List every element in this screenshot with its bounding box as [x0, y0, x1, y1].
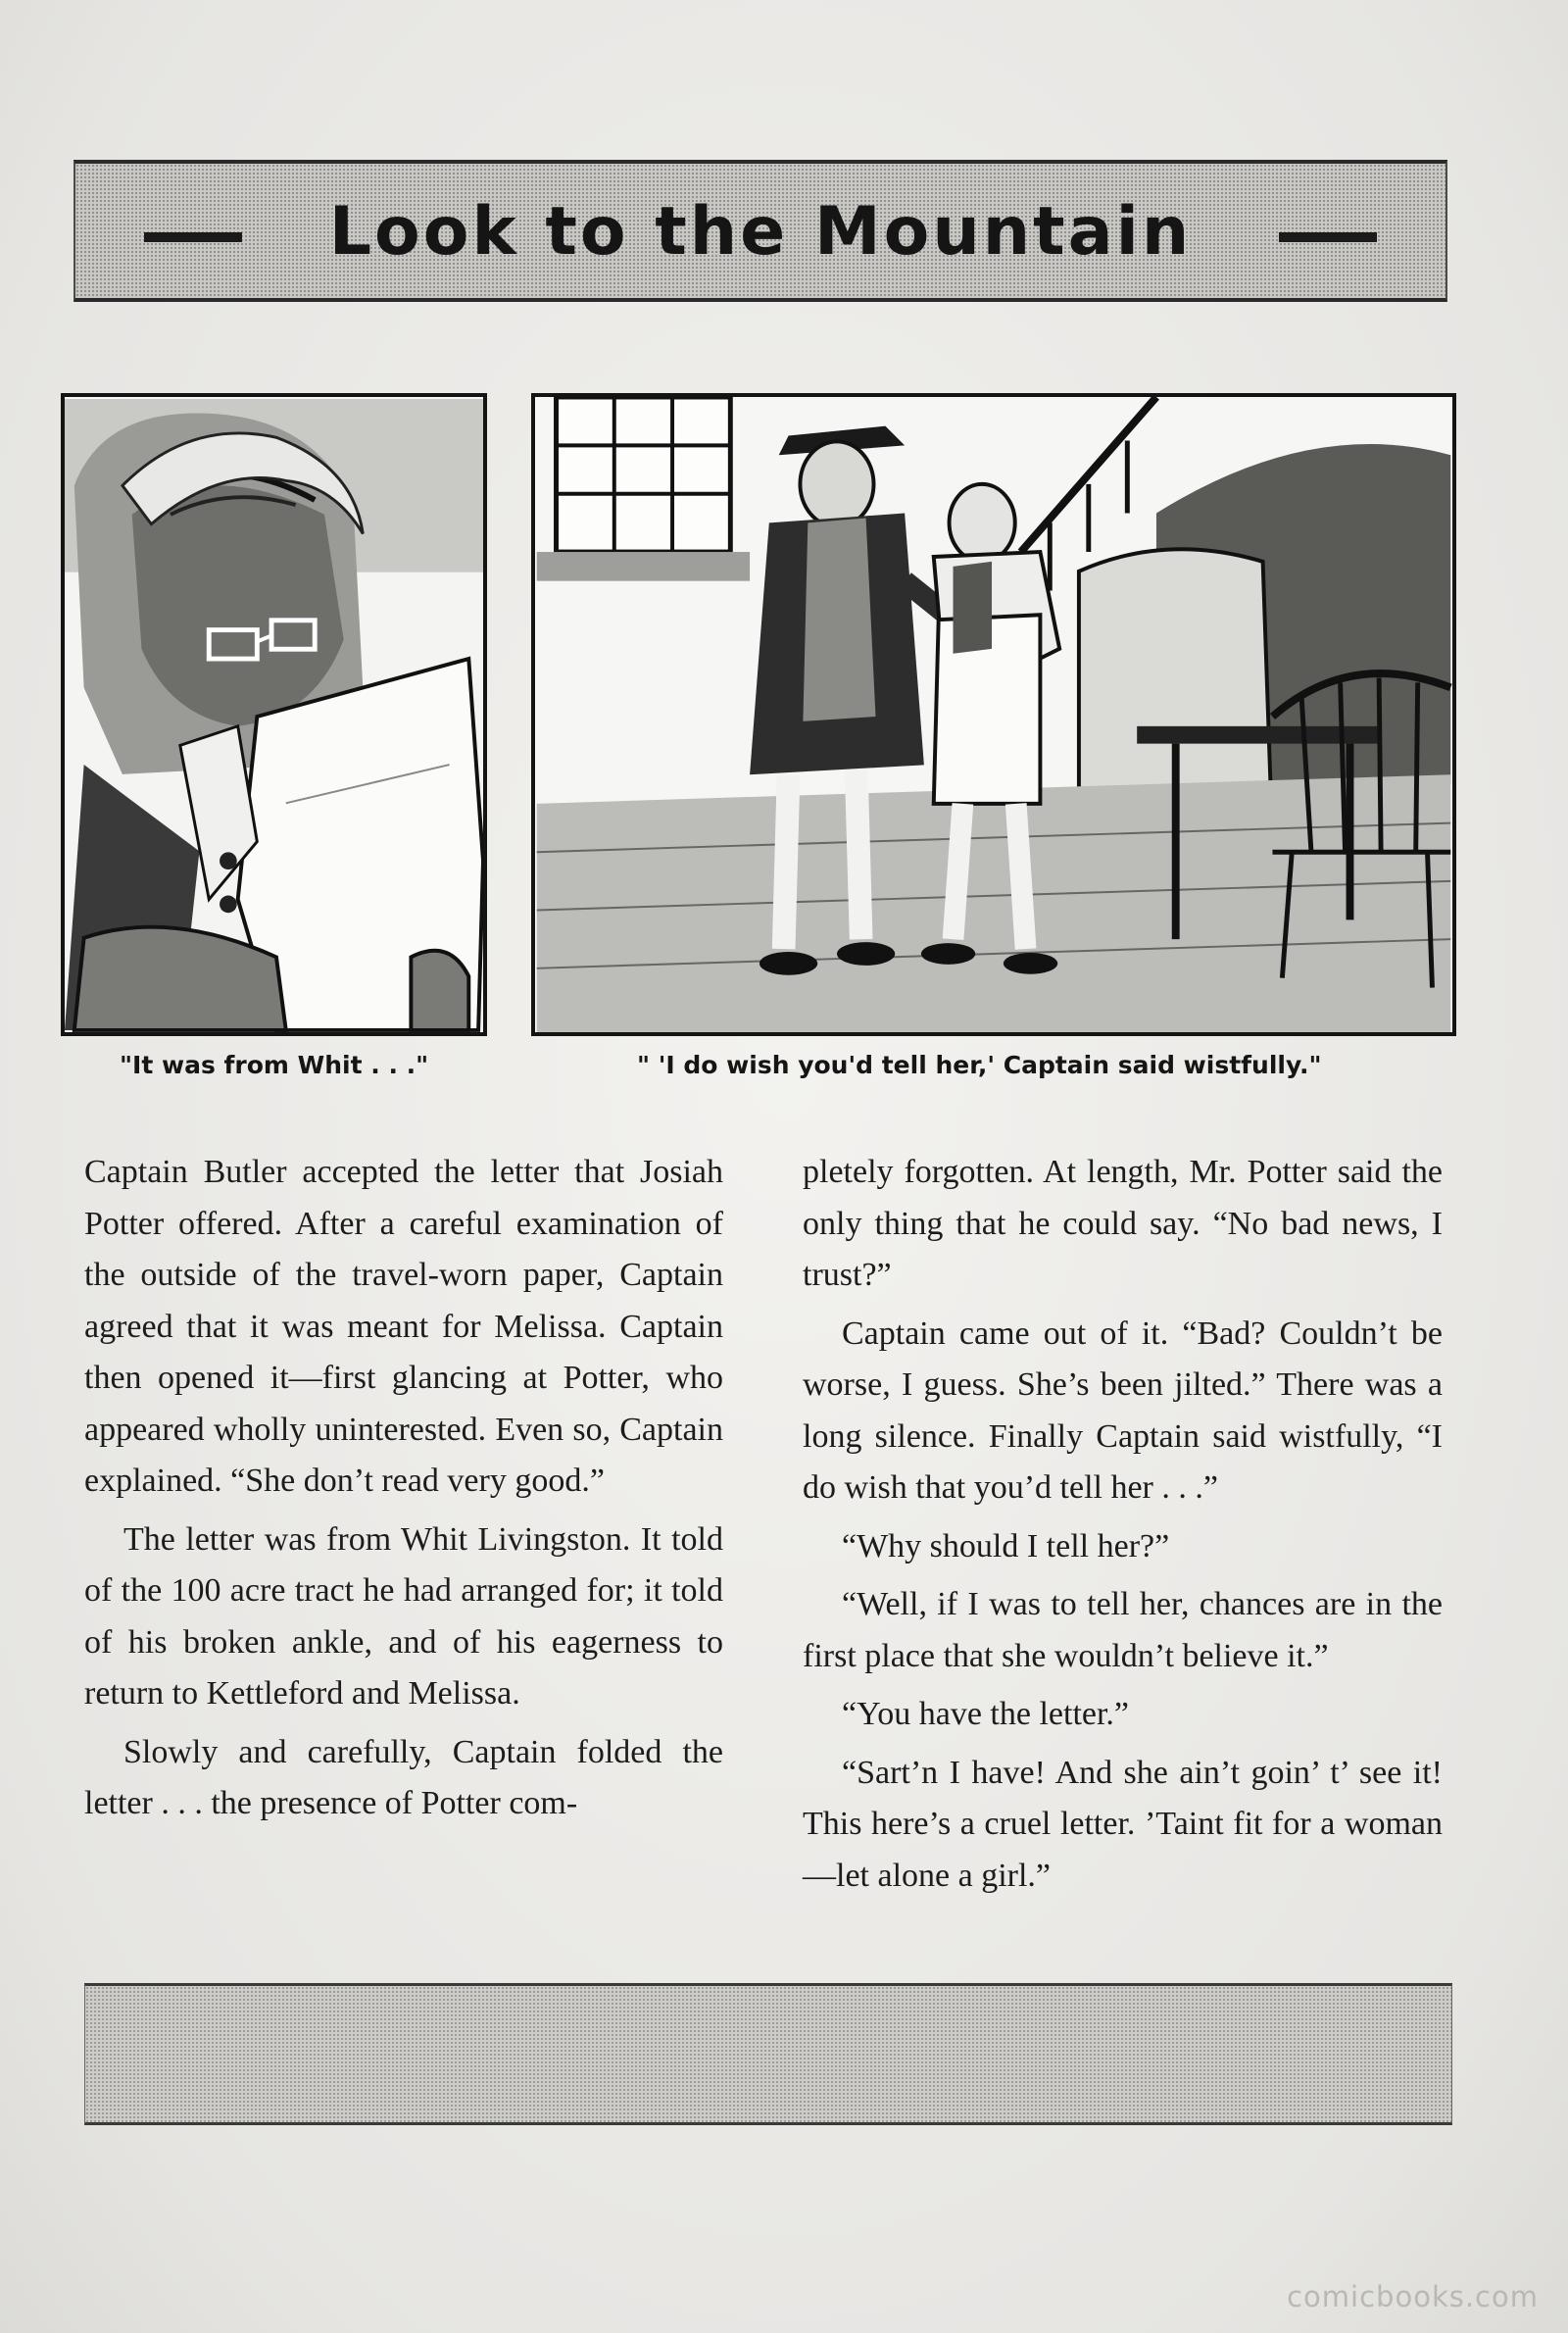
- story-paragraph: “Why should I tell her?”: [842, 1527, 1170, 1564]
- story-column-right: [803, 1147, 1443, 1909]
- comic-panel-captain-reading: [61, 393, 487, 1036]
- panel-caption-right: " 'I do wish you'd tell her,' Captain said wistfully.": [637, 1051, 1322, 1079]
- bottom-decorative-bar: [84, 1983, 1452, 2125]
- panel-caption-left: "It was from Whit . . .": [120, 1051, 429, 1079]
- story-paragraph: pletely forgotten. At length, Mr. Potter said the only thing that he could say. “No bad news, I trust?”: [803, 1154, 1443, 1293]
- story-paragraph: Captain came out of it. “Bad? Couldn’t be worse, I guess. She’s been jilted.” There was a long silence. Finally Captain said wistfully, “I do wish that you’d tell her . . .”: [803, 1315, 1443, 1506]
- page-title: Look to the Mountain: [328, 193, 1193, 271]
- title-dash-right: [1279, 232, 1377, 242]
- story-paragraph: Captain Butler accepted the letter that Josiah Potter offered. After a careful examination of the outside of the travel-worn paper, Captain agreed that it was meant for Melissa. Captain then opened it—first glancing at Potter, who appeared wholly uninterested. Even so, Captain explained. “She don’t read very good.”: [84, 1154, 723, 1499]
- story-paragraph: Slowly and carefully, Captain folded the letter . . . the presence of Potter com-: [84, 1733, 723, 1821]
- story-paragraph: The letter was from Whit Livingston. It told of the 100 acre tract he had arranged for; it told of his broken ankle, and of his eagerness to return to Kettleford and Melissa.: [84, 1520, 723, 1712]
- illustration-captain-reading: [65, 397, 483, 1032]
- illustration-room-scene: [535, 397, 1452, 1032]
- story-paragraph: “Sart’n I have! And she ain’t goin’ t’ see it! This here’s a cruel letter. ’Taint fit for a woman—let alone a girl.”: [803, 1754, 1443, 1894]
- title-banner: [74, 160, 1447, 302]
- story-column-left: [84, 1147, 723, 1837]
- story-paragraph: “Well, if I was to tell her, chances are in the first place that she wouldn’t believe it.”: [803, 1586, 1443, 1674]
- story-paragraph: “You have the letter.”: [842, 1696, 1130, 1732]
- watermark: comicbooks.com: [1287, 2280, 1539, 2313]
- comic-panel-captain-and-potter: [531, 393, 1456, 1036]
